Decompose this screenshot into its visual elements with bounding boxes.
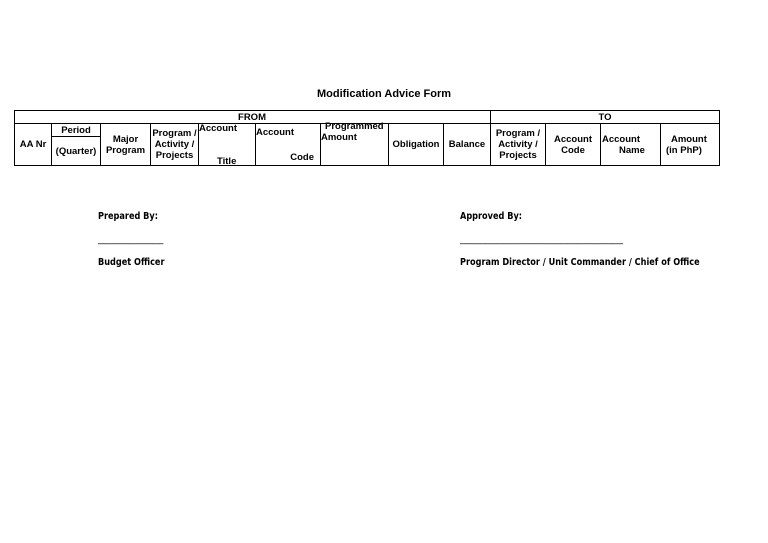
approved-by-label: Approved By: <box>460 211 523 222</box>
to-group-header: TO <box>598 111 612 123</box>
col-to-account-name: Account Name <box>602 133 645 156</box>
table-bottom-border <box>14 165 720 166</box>
col-to-amount: Amount (in PhP) <box>666 133 707 156</box>
col-from-program-activity-projects: Program / Activity / Projects <box>152 128 197 161</box>
col-obligation: Obligation <box>392 139 440 150</box>
prepared-by-signature-line: ________________ <box>98 234 164 245</box>
col-account-code: Account Code <box>256 127 314 163</box>
col-period: Period <box>61 124 91 136</box>
approved-by-signature-line: ____________________________________________ <box>460 234 624 245</box>
col-to-program-activity-projects: Program / Activity / Projects <box>495 128 541 161</box>
col-programmed-amount: Programmed Amount <box>321 121 384 143</box>
col-aa-nr: AA Nr <box>19 139 47 150</box>
from-group-header: FROM <box>238 111 266 123</box>
approved-by-role: Program Director / Unit Commander / Chief of Office <box>460 257 700 268</box>
col-major-program: Major Program <box>105 133 146 156</box>
col-divider <box>660 123 661 166</box>
col-account-title: Account Title <box>199 123 237 167</box>
prepared-by-role: Budget Officer <box>98 257 165 268</box>
col-balance: Balance <box>448 139 486 150</box>
col-divider <box>600 123 601 166</box>
form-title: Modification Advice Form <box>316 88 452 100</box>
form-header-table <box>14 110 720 166</box>
prepared-by-label: Prepared By: <box>98 211 159 222</box>
col-period-quarter: (Quarter) <box>55 145 97 157</box>
col-to-account-code: Account Code <box>554 133 592 156</box>
table-right-border <box>719 110 720 166</box>
